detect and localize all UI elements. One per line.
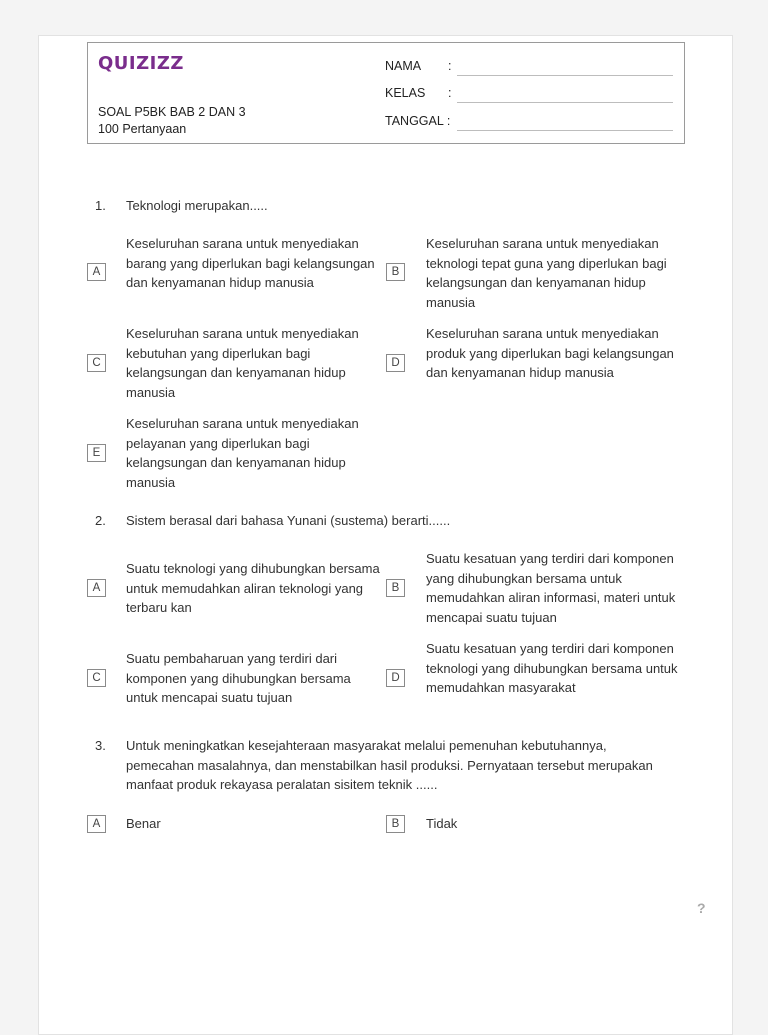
option-box-a: A <box>87 579 106 597</box>
option-box-e: E <box>87 444 106 462</box>
worksheet-page <box>38 35 733 1035</box>
option-text-a: Suatu teknologi yang dihubungkan bersama untuk memudahkan aliran teknologi yang terbaru kan <box>126 561 380 615</box>
option-text-c: Suatu pembaharuan yang terdiri dari komponen yang dihubungkan bersama untuk mencapai suatu tujuan <box>126 651 351 705</box>
worksheet-header <box>87 42 685 144</box>
question-number: 2. <box>95 513 106 528</box>
name-line <box>457 75 673 76</box>
quizizz-logo: QUIZIZZ <box>98 53 184 74</box>
option-box-d: D <box>386 354 405 372</box>
option-text-e: Keseluruhan sarana untuk menyediakan pelayanan yang diperlukan bagi kelangsungan dan kenyamanan hidup manusia <box>126 416 359 490</box>
class-label: KELAS <box>385 86 426 100</box>
option-box-a: A <box>87 263 106 281</box>
option-box-b: B <box>386 579 405 597</box>
question-number: 1. <box>95 198 106 213</box>
option-box-c: C <box>87 354 106 372</box>
quiz-title: SOAL P5BK BAB 2 DAN 3 <box>98 105 246 119</box>
question-text: Untuk meningkatkan kesejahteraan masyarakat melalui pemenuhan kebutuhannya, pemecahan masalahnya, dan menstabilkan hasil produksi. Pernyataan tersebut merupakan manfaat produk rekayasa peralatan sisitem teknik ...... <box>126 738 653 792</box>
option-text-c: Keseluruhan sarana untuk menyediakan kebutuhan yang diperlukan bagi kelangsungan dan kenyamanan hidup manusia <box>126 326 359 400</box>
option-text-b: Keseluruhan sarana untuk menyediakan teknologi tepat guna yang diperlukan bagi kelangsungan dan kenyamanan hidup manusia <box>426 236 667 310</box>
date-line <box>457 130 673 131</box>
option-box-b: B <box>386 263 405 281</box>
option-text-b: Suatu kesatuan yang terdiri dari komponen yang dihubungkan bersama untuk memudahkan aliran informasi, materi untuk mencapai suatu tujuan <box>426 551 676 625</box>
class-line <box>457 102 673 103</box>
option-box-d: D <box>386 669 405 687</box>
question-count: 100 Pertanyaan <box>98 122 187 136</box>
option-text-a: Keseluruhan sarana untuk menyediakan barang yang diperlukan bagi kelangsungan dan kenyamanan hidup manusia <box>126 236 375 290</box>
option-text-d: Suatu kesatuan yang terdiri dari komponen teknologi yang dihubungkan bersama untuk memudahkan masyarakat <box>426 641 678 695</box>
name-colon: : <box>448 59 452 73</box>
class-colon: : <box>448 86 452 100</box>
option-text-a: Benar <box>126 816 161 831</box>
option-box-c: C <box>87 669 106 687</box>
option-box-a: A <box>87 815 106 833</box>
question-text: Teknologi merupakan..... <box>126 198 268 213</box>
option-text-d: Keseluruhan sarana untuk menyediakan produk yang diperlukan bagi kelangsungan dan kenyamanan hidup manusia <box>426 326 674 380</box>
name-label: NAMA <box>385 59 422 73</box>
help-icon[interactable]: ? <box>697 900 706 916</box>
question-number: 3. <box>95 738 106 753</box>
option-text-b: Tidak <box>426 816 458 831</box>
option-box-b: B <box>386 815 405 833</box>
question-text: Sistem berasal dari bahasa Yunani (sustema) berarti...... <box>126 513 451 528</box>
date-label: TANGGAL : <box>385 114 451 128</box>
